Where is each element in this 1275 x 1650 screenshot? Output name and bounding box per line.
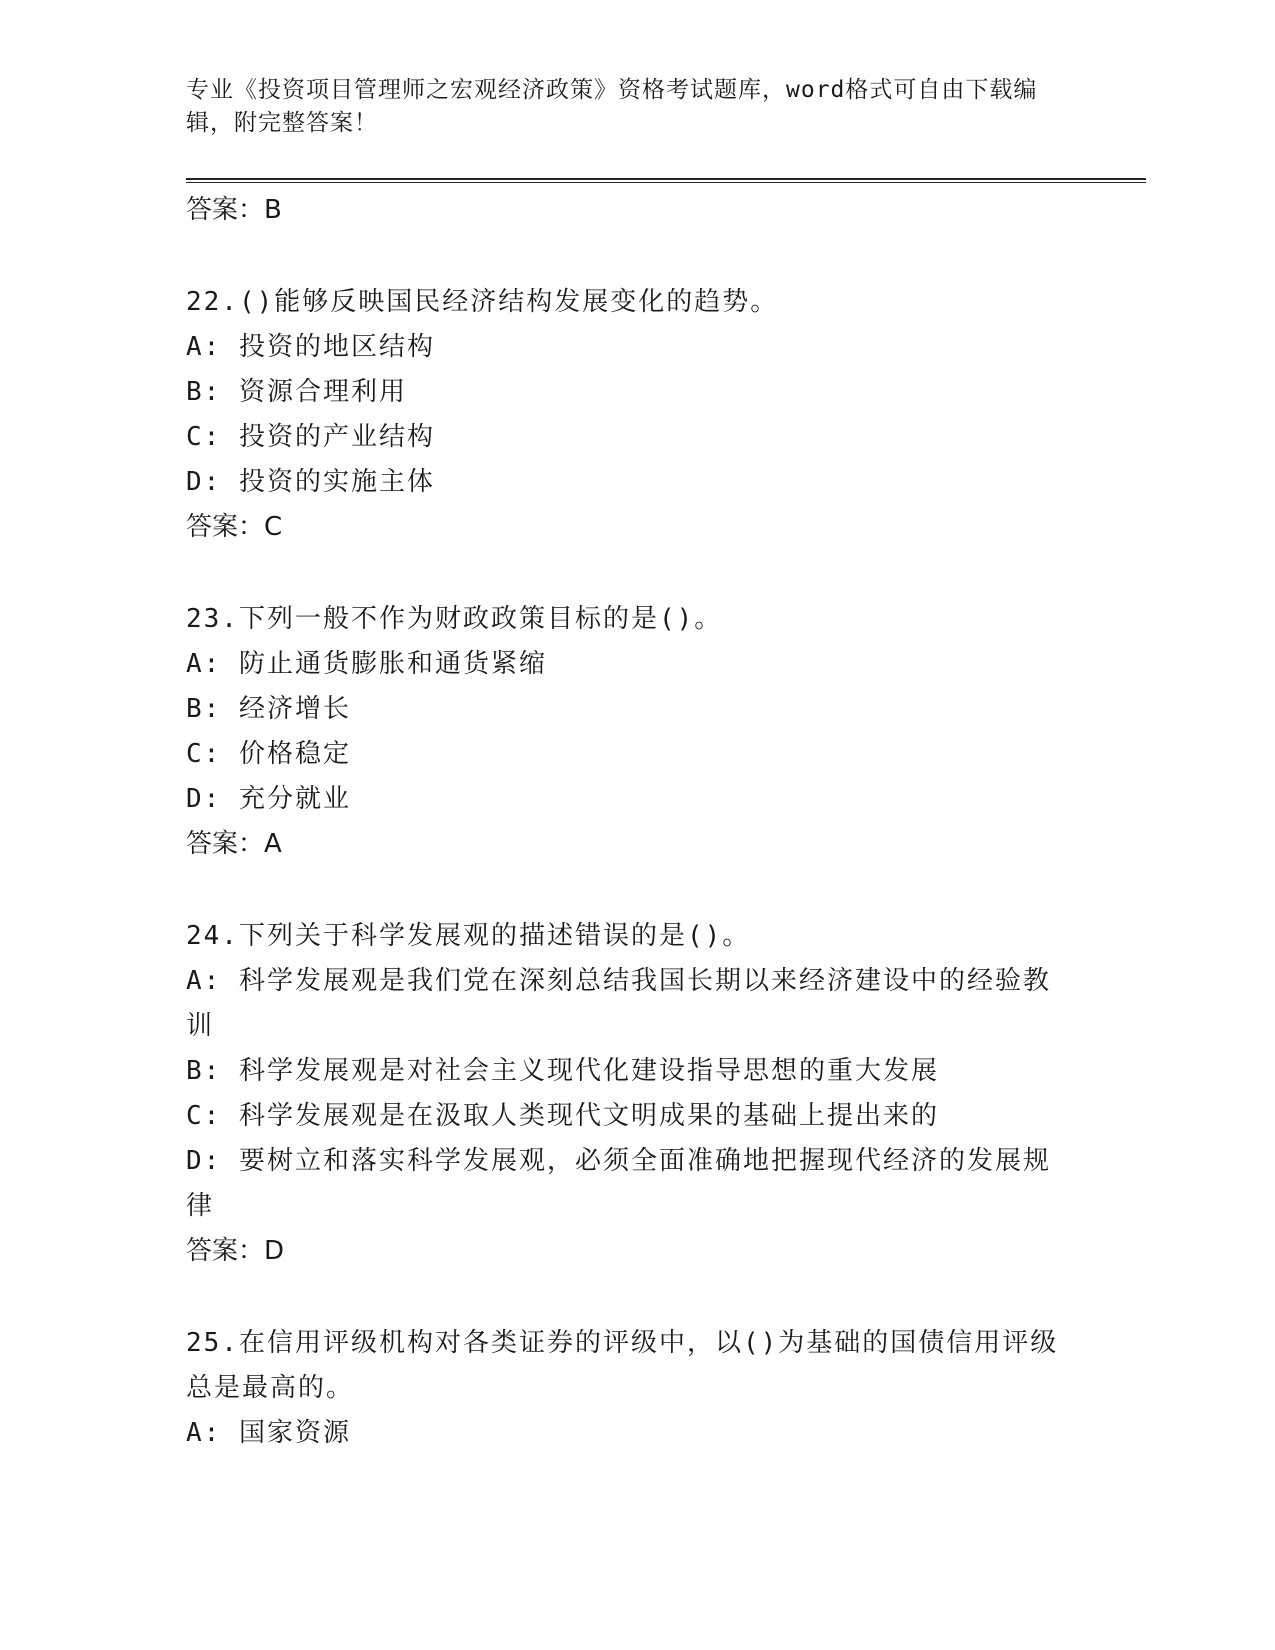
answer-line: 答案：A (186, 829, 282, 859)
question-block (186, 914, 1066, 1273)
option-c: C: 科学发展观是在汲取人类现代文明成果的基础上提出来的 (186, 1101, 939, 1131)
question-stem: 23.下列一般不作为财政政策目标的是()。 (186, 604, 723, 634)
option-c: C: 价格稳定 (186, 739, 351, 769)
option-a: A: 科学发展观是我们党在深刻总结我国长期以来经济建设中的经验教训 (186, 966, 1051, 1041)
question-list (186, 188, 1066, 1456)
option-b: B: 科学发展观是对社会主义现代化建设指导思想的重大发展 (186, 1056, 939, 1086)
question-stem: 22.()能够反映国民经济结构发展变化的趋势。 (186, 287, 779, 317)
option-d: D: 充分就业 (186, 784, 351, 814)
question-block (186, 280, 1066, 549)
answer-line: 答案：D (186, 1236, 285, 1266)
header-divider (186, 178, 1146, 183)
question-block (186, 1321, 1066, 1456)
option-d: D: 要树立和落实科学发展观，必须全面准确地把握现代经济的发展规律 (186, 1146, 1051, 1221)
answer-line: 答案：B (186, 195, 282, 225)
document-header (186, 74, 1066, 140)
option-a: A: 防止通货膨胀和通货紧缩 (186, 649, 547, 679)
question-stem: 24.下列关于科学发展观的描述错误的是()。 (186, 921, 751, 951)
option-d: D: 投资的实施主体 (186, 467, 435, 497)
option-c: C: 投资的产业结构 (186, 422, 435, 452)
option-a: A: 国家资源 (186, 1418, 351, 1448)
answer-line: 答案：C (186, 512, 283, 542)
question-block (186, 597, 1066, 866)
header-line-1: 专业《投资项目管理师之宏观经济政策》资格考试题库，word格式可自由下载编 (186, 77, 1038, 103)
option-b: B: 资源合理利用 (186, 377, 407, 407)
option-b: B: 经济增长 (186, 694, 351, 724)
header-line-2: 辑，附完整答案！ (186, 110, 378, 136)
option-a: A: 投资的地区结构 (186, 332, 435, 362)
question-stem: 25.在信用评级机构对各类证券的评级中，以()为基础的国债信用评级总是最高的。 (186, 1328, 1059, 1403)
